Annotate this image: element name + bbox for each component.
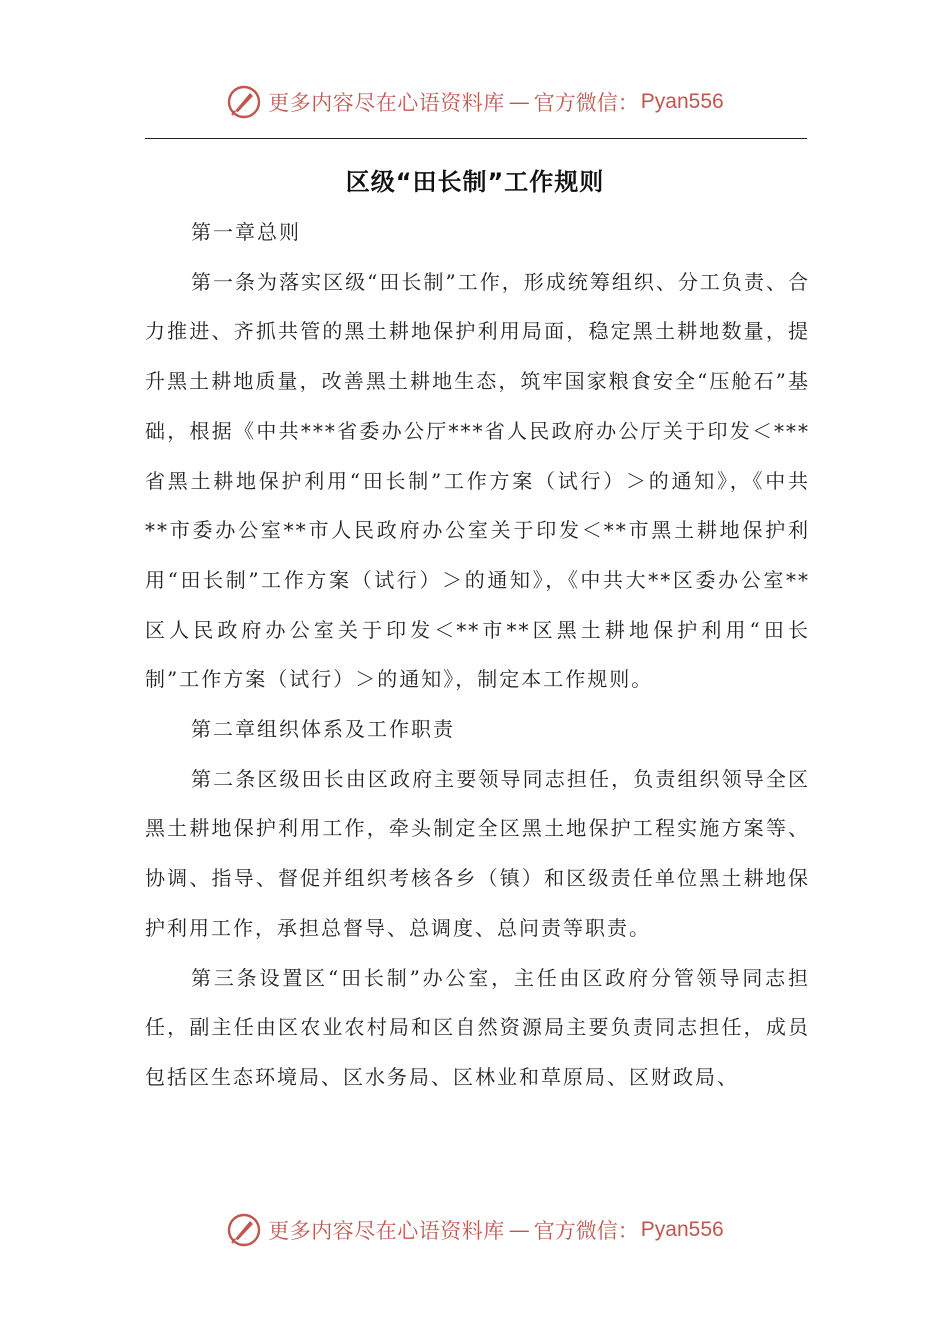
banner-wechat-label: 官方微信： xyxy=(533,1219,639,1243)
chapter-heading: 第二章组织体系及工作职责 xyxy=(191,717,455,742)
paragraph: 第三条设置区“田长制”办公室，主任由区政府分管领导同志担任，副主任由区农业农村局和区自然资源局主要负责同志担任，成员包括区生态环境局、区水务局、区林业和草原局、区财政局、 xyxy=(145,965,810,1089)
header-divider xyxy=(145,138,807,139)
banner-separator: — xyxy=(508,90,530,114)
banner-wechat-id: Pyan556 xyxy=(640,90,724,113)
banner-text: 更多内容尽在心语资料库 xyxy=(268,1219,505,1243)
footer-banner xyxy=(0,1210,950,1250)
quill-pen-logo-icon xyxy=(226,1212,262,1248)
document-title: 区级“田长制”工作规则 xyxy=(345,168,605,196)
banner-wechat-label: 官方微信： xyxy=(533,91,639,115)
quill-pen-logo-icon xyxy=(226,84,262,120)
header-banner xyxy=(0,82,950,122)
banner-text: 更多内容尽在心语资料库 xyxy=(268,91,505,115)
banner-wechat-id: Pyan556 xyxy=(640,1218,724,1241)
document-body xyxy=(145,208,810,1103)
chapter-heading: 第一章总则 xyxy=(191,220,301,244)
paragraph: 第二条区级田长由区政府主要领导同志担任，负责组织领导全区黑土耕地保护利用工作，牵头制定全区黑土地保护工程实施方案等、协调、指导、督促并组织考核各乡（镇）和区级责任单位黑土耕地保护利用工作，承担总督导、总调度、总问责等职责。 xyxy=(145,766,810,940)
paragraph: 第一条为落实区级“田长制”工作，形成统筹组织、分工负责、合力推进、齐抓共管的黑土耕地保护利用局面，稳定黑土耕地数量，提升黑土耕地质量，改善黑土耕地生态，筑牢国家粮食安全“压舱石”基础，根据《中共***省委办公厅***省人民政府办公厅关于印发＜***省黑土耕地保护利用“田长制”工作方案（试行）＞的通知》，《中共**市委办公室**市人民政府办公室关于印发＜**市黑土耕地保护利用“田长制”工作方案（试行）＞的通知》，《中共大**区委办公室**区人民政府办公室关于印发＜**市**区黑土耕地保护利用“田长制”工作方案（试行）＞的通知》，制定本工作规则。 xyxy=(145,269,810,692)
banner-separator: — xyxy=(508,1218,530,1242)
